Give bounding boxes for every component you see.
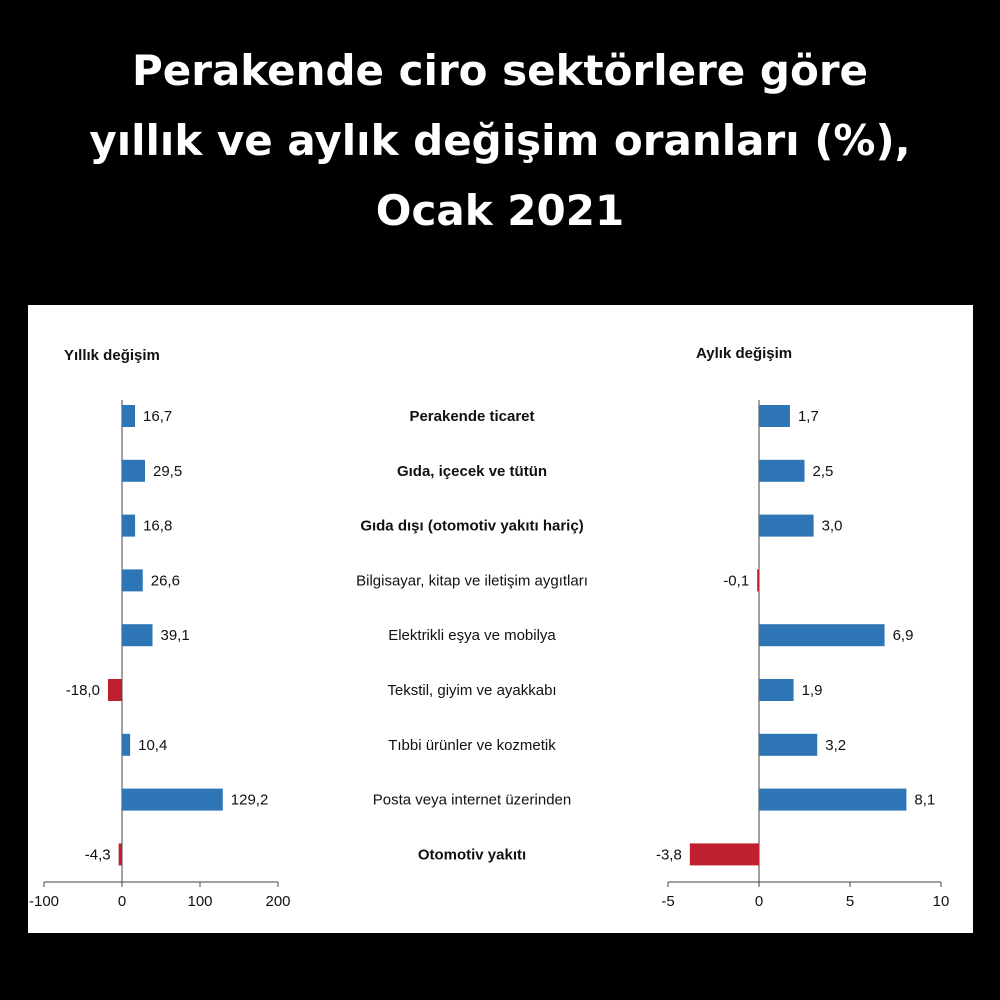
x-tick-label: 100 bbox=[187, 893, 213, 910]
bar bbox=[122, 460, 145, 482]
category-label: Otomotiv yakıtı bbox=[417, 846, 527, 864]
page-title bbox=[0, 36, 1000, 246]
data-label: 6,9 bbox=[892, 627, 914, 645]
category-label: Tekstil, giyim ve ayakkabı bbox=[387, 682, 557, 699]
bar bbox=[759, 515, 814, 537]
bar bbox=[759, 789, 906, 811]
bar bbox=[122, 624, 152, 646]
bar bbox=[119, 843, 122, 865]
data-label: 129,2 bbox=[230, 791, 269, 809]
data-label: 1,7 bbox=[797, 408, 819, 425]
data-label: -18,0 bbox=[65, 682, 100, 699]
x-tick-label: 5 bbox=[845, 893, 855, 910]
title-line-2: yıllık ve aylık değişim oranları (%), bbox=[89, 116, 911, 165]
bar bbox=[122, 569, 143, 591]
chart-panel bbox=[28, 305, 973, 933]
data-label: 3,2 bbox=[825, 736, 847, 754]
data-label: -3,8 bbox=[655, 846, 682, 864]
data-label: 1,9 bbox=[801, 682, 823, 699]
category-label: Elektrikli eşya ve mobilya bbox=[388, 627, 556, 645]
category-label: Perakende ticaret bbox=[409, 408, 535, 425]
category-label: Gıda dışı (otomotiv yakıtı hariç) bbox=[360, 517, 584, 535]
data-label: -4,3 bbox=[84, 846, 111, 864]
bar bbox=[759, 679, 794, 701]
bar bbox=[759, 734, 817, 756]
title-line-3: Ocak 2021 bbox=[375, 186, 625, 235]
bar bbox=[690, 843, 759, 865]
monthly-panel-title: Aylık değişim bbox=[696, 345, 793, 362]
bar bbox=[757, 569, 759, 591]
bar bbox=[759, 624, 885, 646]
data-label: -0,1 bbox=[723, 572, 750, 590]
x-tick-label: 0 bbox=[754, 893, 764, 910]
bar bbox=[108, 679, 122, 701]
chart-svg bbox=[28, 305, 973, 933]
data-label: 3,0 bbox=[821, 517, 843, 535]
x-tick-label: 200 bbox=[265, 893, 291, 910]
data-label: 16,7 bbox=[143, 408, 173, 425]
x-tick-label: -5 bbox=[661, 893, 675, 910]
bar bbox=[759, 460, 805, 482]
x-tick-label: -100 bbox=[28, 893, 60, 910]
data-label: 2,5 bbox=[812, 462, 834, 480]
data-label: 29,5 bbox=[153, 462, 183, 480]
bar bbox=[122, 789, 223, 811]
x-tick-label: 0 bbox=[117, 893, 127, 910]
bar bbox=[759, 405, 790, 427]
annual-panel-title: Yıllık değişim bbox=[64, 347, 160, 364]
x-tick-label: 10 bbox=[932, 893, 950, 910]
data-label: 10,4 bbox=[138, 736, 168, 754]
category-label: Posta veya internet üzerinden bbox=[372, 791, 572, 809]
data-label: 26,6 bbox=[150, 572, 180, 590]
data-label: 39,1 bbox=[160, 627, 190, 645]
category-label: Gıda, içecek ve tütün bbox=[396, 462, 548, 480]
data-label: 8,1 bbox=[914, 791, 936, 809]
bar bbox=[122, 405, 135, 427]
category-label: Tıbbi ürünler ve kozmetik bbox=[388, 736, 556, 754]
title-line-1: Perakende ciro sektörlere göre bbox=[131, 46, 869, 95]
data-label: 16,8 bbox=[143, 517, 173, 535]
category-label: Bilgisayar, kitap ve iletişim aygıtları bbox=[356, 572, 588, 590]
bar bbox=[122, 515, 135, 537]
bar bbox=[122, 734, 130, 756]
